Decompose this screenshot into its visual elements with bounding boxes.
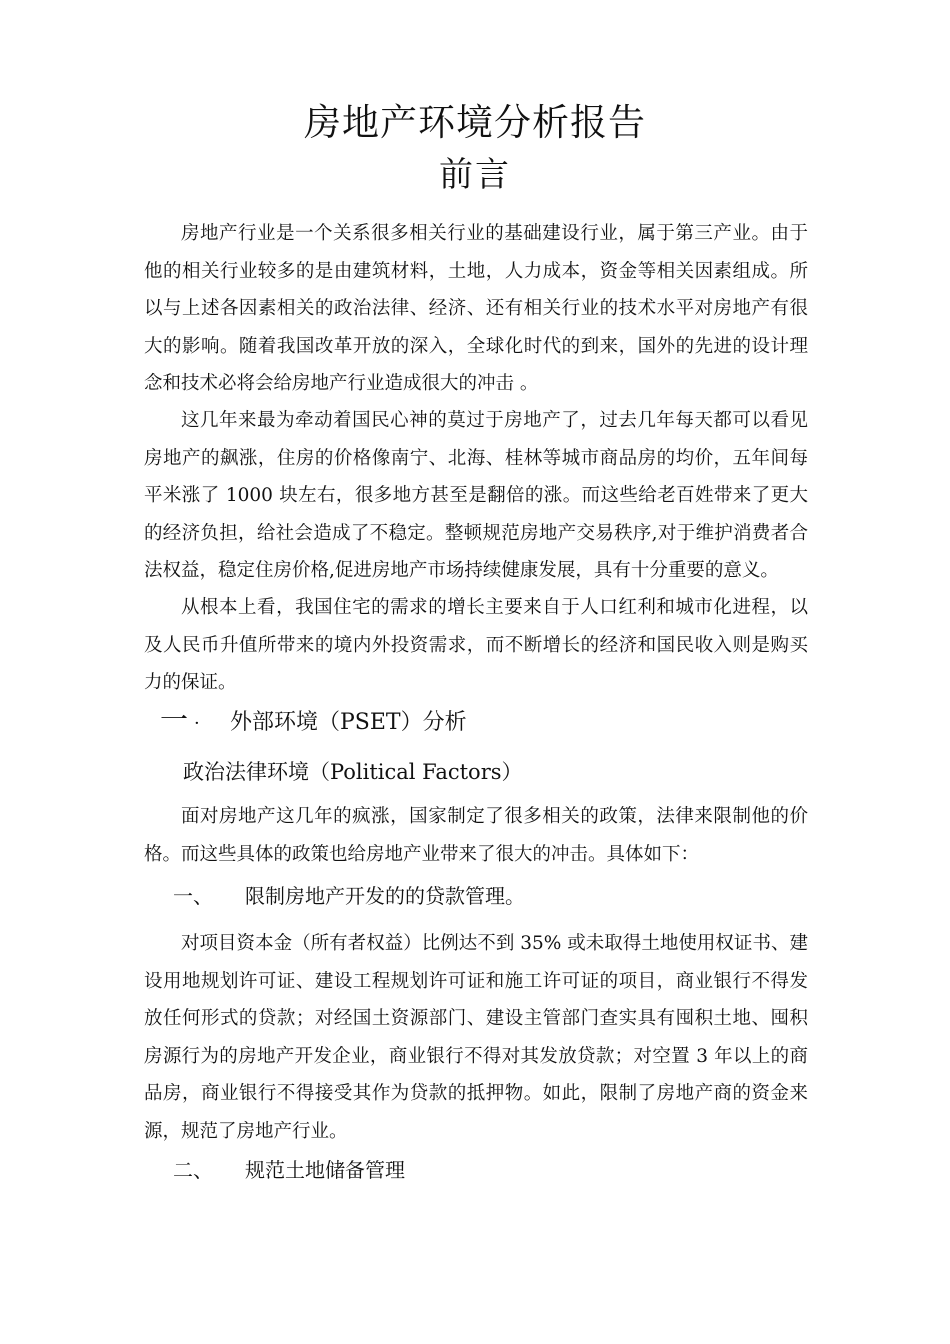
bullet-dot: · bbox=[194, 713, 200, 734]
preface-heading: 前言 bbox=[439, 155, 511, 195]
item1-paragraph: 对项目资本金（所有者权益）比例达不到 35% 或未取得土地使用权证书、建设用地规划许可证、建设工程规划许可证和施工许可证的项目，商业银行不得发放任何形式的贷款；对经国土资源部门、建设主管部门查实具有囤积土地、囤积房源行为的房地产开发企业，商业银行不得对其发放贷款；对空置 3 年以上的商品房，商业银行不得接受其作为贷款的抵押物。如此，限制了房地产商的资金来源，规范了房地产行业。 bbox=[144, 933, 808, 1142]
intro-paragraph-1: 房地产行业是一个关系很多相关行业的基础建设行业，属于第三产业。由于他的相关行业较多的是由建筑材料，土地，人力成本，资金等相关因素组成。所以与上述各因素相关的政治法律、经济、还有相关行业的技术水平对房地产有很大的影响。随着我国改革开放的深入，全球化时代的到来，国外的先进的设计理念和技术必将会给房地产行业造成很大的冲击 。 bbox=[144, 223, 808, 394]
section-number: 一 bbox=[160, 703, 189, 736]
item-number: 二、 bbox=[173, 1158, 213, 1182]
item-heading-2 bbox=[173, 1150, 405, 1190]
document-title: 房地产环境分析报告 bbox=[304, 101, 646, 144]
item-number: 一、 bbox=[173, 884, 213, 908]
item-title: 限制房地产开发的的贷款管理。 bbox=[245, 884, 525, 908]
subsection-heading: 政治法律环境（Political Factors） bbox=[183, 760, 523, 784]
intro-paragraph-2: 这几年来最为牵动着国民心神的莫过于房地产了，过去几年每天都可以看见房地产的飙涨，住房的价格像南宁、北海、桂林等城市商品房的均价，五年间每平米涨了 1000 块左右，很多地方甚至是翻倍的涨。而这些给老百姓带来了更大的经济负担，给社会造成了不稳定。整顿规范房地产交易秩序,对于维护消费者合法权益，稳定住房价格,促进房地产市场持续健康发展，具有十分重要的意义。 bbox=[144, 410, 808, 581]
policy-intro-paragraph: 面对房地产这几年的疯涨，国家制定了很多相关的政策，法律来限制他的价格。而这些具体的政策也给房地产业带来了很大的冲击。具体如下： bbox=[144, 806, 808, 865]
section-heading-1 bbox=[160, 700, 760, 744]
section-title: 外部环境（PSET）分析 bbox=[230, 710, 467, 735]
item-title: 规范土地储备管理 bbox=[245, 1158, 405, 1182]
intro-paragraph-3: 从根本上看，我国住宅的需求的增长主要来自于人口红利和城市化进程，以及人民币升值所带来的境内外投资需求，而不断增长的经济和国民收入则是购买力的保证。 bbox=[144, 597, 808, 693]
item-heading-1 bbox=[173, 876, 525, 916]
